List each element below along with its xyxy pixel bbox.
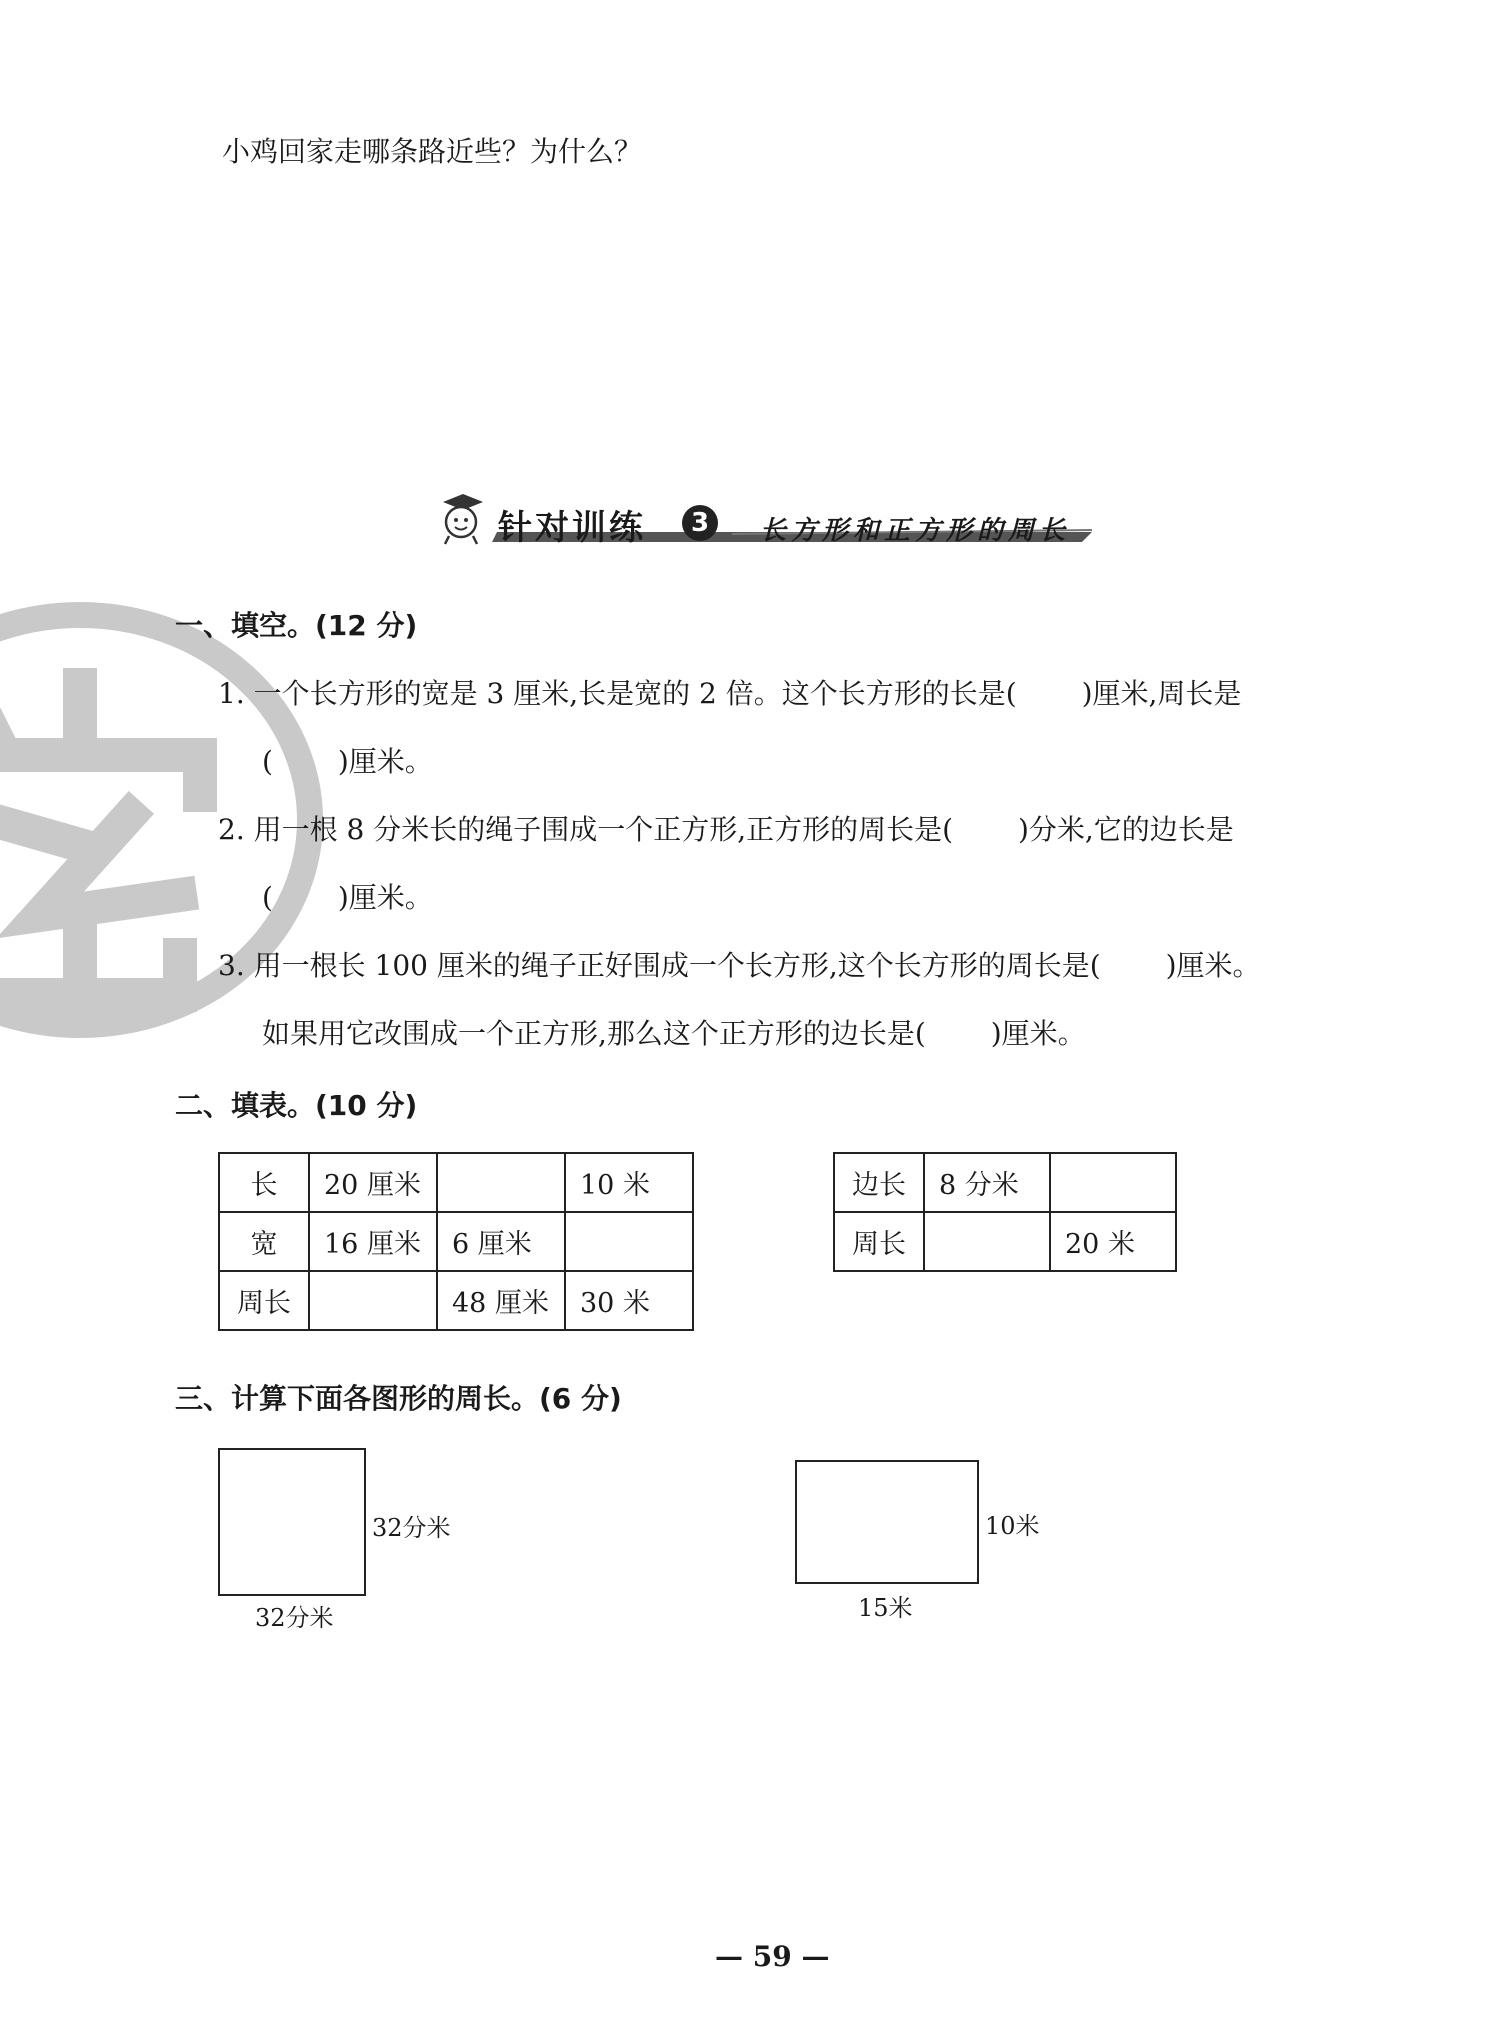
table-cell: 20 厘米 [309, 1153, 437, 1212]
q1-line2: ( )厘米。 [262, 745, 433, 778]
q1-line1: 1. 一个长方形的宽是 3 厘米,长是宽的 2 倍。这个长方形的长是( )厘米,周长是 [218, 677, 1242, 710]
table-cell [309, 1271, 437, 1330]
mascot-graduate-icon [435, 490, 485, 545]
square-side-label: 32分米 [372, 1514, 451, 1542]
table-cell [924, 1212, 1050, 1271]
table-cell: 周长 [219, 1271, 309, 1330]
rectangle-bottom-label: 15米 [858, 1594, 913, 1622]
q2-line1: 2. 用一根 8 分米长的绳子围成一个正方形,正方形的周长是( )分米,它的边长是 [218, 813, 1234, 846]
table-cell: 10 米 [565, 1153, 693, 1212]
rectangle-figure [795, 1460, 979, 1584]
table-cell: 20 米 [1050, 1212, 1176, 1271]
table-row [834, 1212, 1176, 1271]
banner-number: 3 [682, 505, 718, 541]
table-cell [1050, 1153, 1176, 1212]
table-cell: 宽 [219, 1212, 309, 1271]
q2-line2: ( )厘米。 [262, 881, 433, 914]
fill-table-squares [833, 1152, 1177, 1272]
table-row [219, 1212, 693, 1271]
table-cell: 16 厘米 [309, 1212, 437, 1271]
table-cell: 48 厘米 [437, 1271, 565, 1330]
table-cell: 6 厘米 [437, 1212, 565, 1271]
top-question: 小鸡回家走哪条路近些？为什么？ [222, 135, 643, 168]
banner-title: 针对训练 [498, 508, 646, 548]
table-cell [437, 1153, 565, 1212]
table-row [219, 1271, 693, 1330]
table-cell: 边长 [834, 1153, 924, 1212]
section2-heading: 二、填表。(10 分) [175, 1089, 418, 1122]
q3-line1: 3. 用一根长 100 厘米的绳子正好围成一个长方形,这个长方形的周长是( )厘米。 [218, 949, 1261, 982]
q3-line2: 如果用它改围成一个正方形,那么这个正方形的边长是( )厘米。 [262, 1017, 1086, 1050]
page-number: — 59 — [715, 1940, 830, 1973]
table-cell: 8 分米 [924, 1153, 1050, 1212]
table-cell [565, 1212, 693, 1271]
banner-subtitle: 长方形和正方形的周长 [760, 516, 1071, 546]
square-figure [218, 1448, 366, 1596]
table-row [219, 1153, 693, 1212]
section1-heading: 一、填空。(12 分) [175, 609, 418, 642]
table-cell: 长 [219, 1153, 309, 1212]
table-cell: 周长 [834, 1212, 924, 1271]
table-cell: 30 米 [565, 1271, 693, 1330]
square-bottom-label: 32分米 [255, 1604, 334, 1632]
table-row [834, 1153, 1176, 1212]
section3-heading: 三、计算下面各图形的周长。(6 分) [175, 1382, 622, 1415]
rectangle-side-label: 10米 [985, 1512, 1040, 1540]
fill-table-rectangles [218, 1152, 694, 1331]
